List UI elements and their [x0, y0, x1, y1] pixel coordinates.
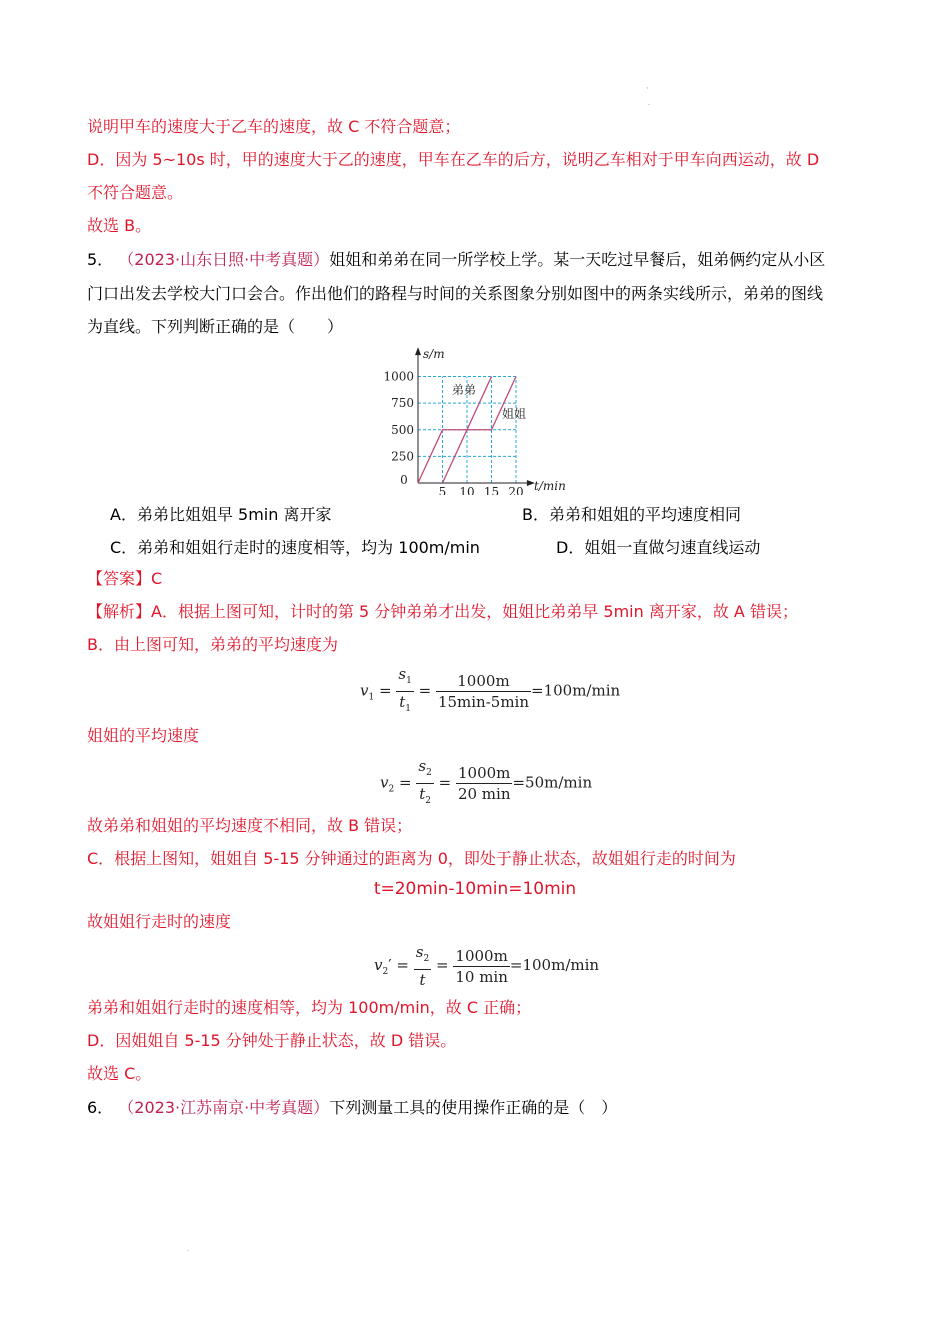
- formula-brother-speed: $v_1$ = $\frac{s_1}{t_1}$ = $\frac{1000m}{15\min-5\min}$ =100m/min: [360, 665, 621, 714]
- option-b[interactable]: B．弟弟和姐姐的平均速度相同: [522, 505, 741, 524]
- q6-stem: 下列测量工具的使用操作正确的是（ ）: [329, 1098, 618, 1117]
- formula-sister-walk-speed: $v_2'$ = $\frac{s_2}{t}$ = $\frac{1000m}{10 \min}$ =100m/min: [374, 943, 600, 989]
- q5-stem-2: 门口出发去学校大门口会合。作出他们的路程与时间的关系图象分别如图中的两条实线所示，弟弟的图线: [87, 284, 824, 303]
- y-axis-arrow: [415, 347, 421, 355]
- option-a[interactable]: A．弟弟比姐姐早 5min 离开家: [110, 505, 332, 524]
- option-d[interactable]: D．姐姐一直做匀速直线运动: [556, 538, 761, 557]
- y-tick-1000: 1000: [383, 369, 414, 384]
- x-tick-5: 5: [438, 485, 447, 495]
- option-c[interactable]: C．弟弟和姐姐行走时的速度相等，均为 100m/min: [110, 538, 480, 557]
- analysis-a: 【解析】A．根据上图可知，计时的第 5 分钟弟弟才出发，姐姐比弟弟早 5min 离开家，故 A 错误；: [87, 602, 798, 621]
- distance-time-graph: [380, 340, 580, 495]
- prev-line-2: D．因为 5~10s 时，甲的速度大于乙的速度，甲车在乙车的后方，说明乙车相对于甲车向西运动，故 D: [87, 150, 820, 169]
- q5-stem-line-1: [87, 249, 825, 271]
- series-label-sister: 姐姐: [502, 407, 527, 421]
- q5-source: （2023·山东日照·中考真题）: [118, 250, 330, 269]
- header-mark-b: .: [648, 100, 650, 107]
- x-tick-20: 20: [508, 485, 524, 495]
- q5-number: 5．: [87, 250, 114, 269]
- prev-line-1: 说明甲车的速度大于乙车的速度，故 C 不符合题意；: [87, 117, 461, 136]
- analysis-b: B．由上图可知，弟弟的平均速度为: [87, 635, 338, 654]
- y-tick-500: 500: [391, 422, 414, 437]
- conclusion-b: 故弟弟和姐姐的平均速度不相同，故 B 错误；: [87, 816, 413, 835]
- conclusion-c: 弟弟和姐姐行走时的速度相等，均为 100m/min，故 C 正确；: [87, 998, 532, 1017]
- header-mark-a: ˎ: [646, 82, 649, 89]
- q6-number: 6．: [87, 1098, 114, 1117]
- final-answer: 故选 C。: [87, 1064, 152, 1083]
- walk-speed-label: 故姐姐行走时的速度: [87, 912, 232, 931]
- x-tick-0: 0: [400, 473, 408, 487]
- answer: 【答案】C: [87, 569, 163, 588]
- time-equation: t=20min-10min=10min: [373, 879, 577, 899]
- x-tick-10: 10: [459, 485, 475, 495]
- sister-average-label: 姐姐的平均速度: [87, 726, 200, 745]
- y-tick-750: 750: [391, 396, 414, 411]
- x-tick-15: 15: [483, 485, 500, 495]
- y-axis-label: s/m: [423, 347, 445, 361]
- q5-stem-3: 为直线。下列判断正确的是（ ）: [87, 317, 344, 336]
- prev-line-3: 不符合题意。: [87, 183, 184, 202]
- analysis-d: D．因姐姐自 5-15 分钟处于静止状态，故 D 错误。: [87, 1031, 457, 1050]
- q5-stem-1: 姐姐和弟弟在同一所学校上学。某一天吃过早餐后，姐弟俩约定从小区: [329, 250, 826, 269]
- series-label-brother: 弟弟: [452, 383, 477, 397]
- y-tick-250: 250: [391, 449, 414, 464]
- q6-stem-line: [87, 1097, 617, 1119]
- footer-mark: .: [187, 1246, 189, 1253]
- x-axis-label: t/min: [534, 479, 566, 493]
- q6-source: （2023·江苏南京·中考真题）: [118, 1098, 330, 1117]
- formula-sister-average: $v_2$ = $\frac{s_2}{t_2}$ = $\frac{1000m}{20 \min}$ =50m/min: [380, 757, 593, 806]
- prev-line-4: 故选 B。: [87, 216, 152, 235]
- analysis-c: C．根据上图知，姐姐自 5-15 分钟通过的距离为 0，即处于静止状态，故姐姐行走的时间为: [87, 849, 736, 868]
